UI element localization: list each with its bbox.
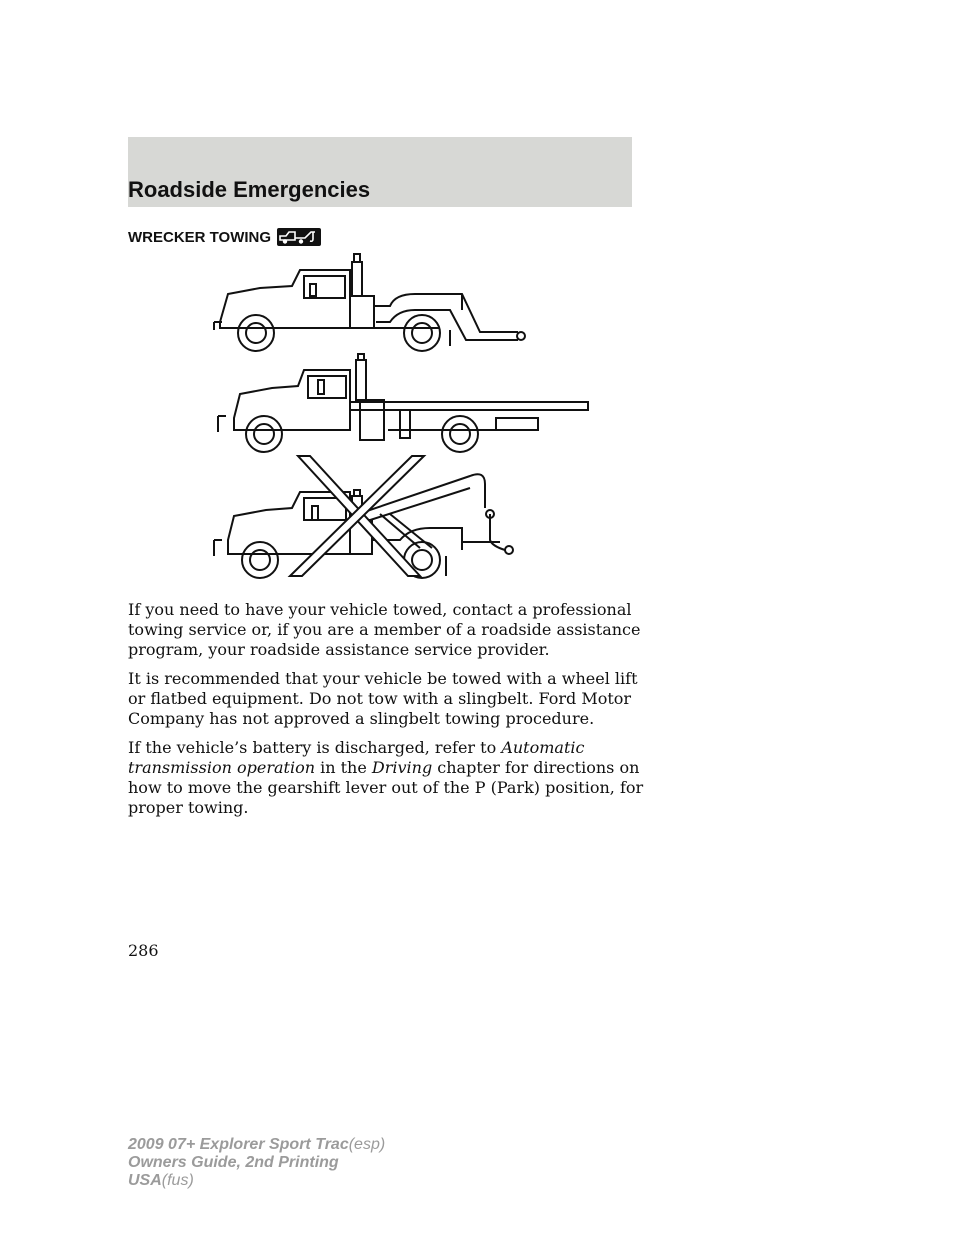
footer-market: USA [128, 1172, 162, 1189]
footer-market-code: (fus) [161, 1172, 194, 1189]
section-title: WRECKER TOWING [128, 228, 272, 246]
cross-reference-link[interactable]: Automatic transmission operation [128, 738, 585, 777]
page-number: 286 [128, 941, 159, 960]
chapter-header [128, 137, 632, 207]
body-text [128, 600, 658, 827]
paragraph-text: chapter for directions on how to move the gearshift lever out of the P (Park) position, for proper towing. [128, 758, 644, 817]
footer-model-code: (esp) [348, 1136, 386, 1153]
chapter-reference-link[interactable]: Driving [371, 758, 433, 777]
wheel-lift-truck [214, 254, 525, 351]
towing-illustration [200, 250, 600, 594]
slingbelt-truck-crossed-out [214, 456, 513, 578]
flatbed-truck [218, 354, 588, 452]
chapter-title: Roadside Emergencies [128, 177, 371, 202]
footer-line-3 [128, 1172, 385, 1190]
footer-line-2: Owners Guide, 2nd Printing [128, 1154, 339, 1171]
paragraph-recommended-equipment: It is recommended that your vehicle be towed with a wheel lift or flatbed equipment. Do not tow with a slingbelt. Ford Motor Company has not approved a slingbelt towing procedure. [128, 669, 638, 728]
paragraph-discharged-battery [128, 738, 658, 818]
footer-model: 2009 07+ Explorer Sport Trac [128, 1136, 349, 1153]
paragraph-text: in the [315, 758, 372, 777]
tow-truck-icon [277, 228, 321, 246]
paragraph-text: If the vehicle’s battery is discharged, refer to [128, 738, 502, 757]
footer-line-1 [128, 1136, 385, 1154]
document-footer [128, 1136, 385, 1190]
section-heading [128, 228, 321, 246]
paragraph-contact-towing: If you need to have your vehicle towed, contact a professional towing service or, if you are a member of a roadside assistance program, your roadside assistance service provider. [128, 600, 641, 659]
